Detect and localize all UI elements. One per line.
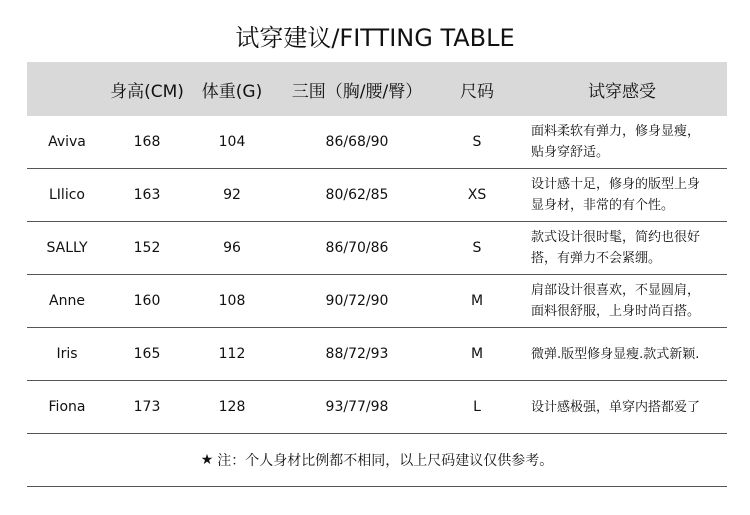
model-size: L	[473, 399, 481, 415]
model-weight: 96	[223, 240, 241, 256]
table-header	[27, 62, 727, 116]
fitting-table	[27, 62, 727, 487]
header-feeling: 试穿感受	[588, 81, 656, 102]
model-measurements: 80/62/85	[325, 187, 389, 203]
model-measurements: 88/72/93	[325, 346, 389, 362]
model-name: Aviva	[48, 134, 86, 150]
model-weight: 92	[223, 187, 241, 203]
header-measurements: 三围（胸/腰/臀）	[291, 81, 423, 102]
feeling-line: 面料很舒服，上身时尚百搭。	[531, 304, 701, 319]
feeling-line: 设计感极强，单穿内搭都爱了	[531, 399, 701, 415]
feeling-line: 款式设计很时髦，简约也很好	[531, 230, 701, 245]
model-height: 165	[133, 346, 161, 362]
feeling-line: 贴身穿舒适。	[531, 145, 610, 160]
model-size: XS	[467, 187, 487, 203]
model-name: Anne	[49, 293, 85, 309]
model-name: Fiona	[48, 399, 86, 415]
model-weight: 108	[218, 293, 246, 309]
feeling-line: 微弹.版型修身显瘦.款式新颖.	[531, 346, 700, 362]
model-size: S	[472, 240, 482, 256]
model-feeling	[517, 227, 727, 269]
footnote-text: 注：个人身材比例都不相同，以上尺码建议仅供参考。	[217, 453, 554, 469]
model-name: Iris	[56, 346, 78, 362]
table-row	[27, 328, 727, 381]
model-weight: 128	[218, 399, 246, 415]
model-weight: 104	[218, 134, 246, 150]
table-row	[27, 381, 727, 434]
table-row	[27, 275, 727, 328]
model-feeling	[517, 174, 727, 216]
model-height: 152	[133, 240, 161, 256]
model-measurements: 93/77/98	[325, 399, 389, 415]
model-size: S	[472, 134, 482, 150]
model-height: 168	[133, 134, 161, 150]
model-size: M	[470, 293, 484, 309]
model-name: LIlico	[49, 187, 85, 203]
feeling-line: 搭，有弹力不会紧绷。	[531, 251, 662, 266]
model-size: M	[470, 346, 484, 362]
table-row	[27, 116, 727, 169]
model-height: 160	[133, 293, 161, 309]
header-size: 尺码	[460, 81, 494, 102]
model-measurements: 86/70/86	[325, 240, 389, 256]
feeling-line: 显身材，非常的有个性。	[531, 198, 675, 213]
model-height: 173	[133, 399, 161, 415]
table-row	[27, 169, 727, 222]
footnote	[27, 434, 727, 487]
model-feeling	[517, 121, 727, 163]
page-title: 试穿建议/FITTING TABLE	[235, 24, 515, 52]
star-icon: ★	[200, 452, 214, 468]
header-height: 身高(CM)	[110, 81, 184, 102]
feeling-line: 面料柔软有弹力，修身显瘦，	[531, 124, 701, 139]
feeling-line: 设计感十足，修身的版型上身	[531, 177, 701, 192]
model-feeling	[517, 280, 727, 322]
model-measurements: 86/68/90	[325, 134, 389, 150]
model-feeling	[517, 344, 727, 365]
model-feeling	[517, 397, 727, 418]
feeling-line: 肩部设计很喜欢，不显圆肩，	[531, 283, 701, 298]
model-height: 163	[133, 187, 161, 203]
model-weight: 112	[218, 346, 246, 362]
header-weight: 体重(G)	[201, 81, 263, 102]
model-name: SALLY	[46, 240, 88, 256]
table-row	[27, 222, 727, 275]
model-measurements: 90/72/90	[325, 293, 389, 309]
